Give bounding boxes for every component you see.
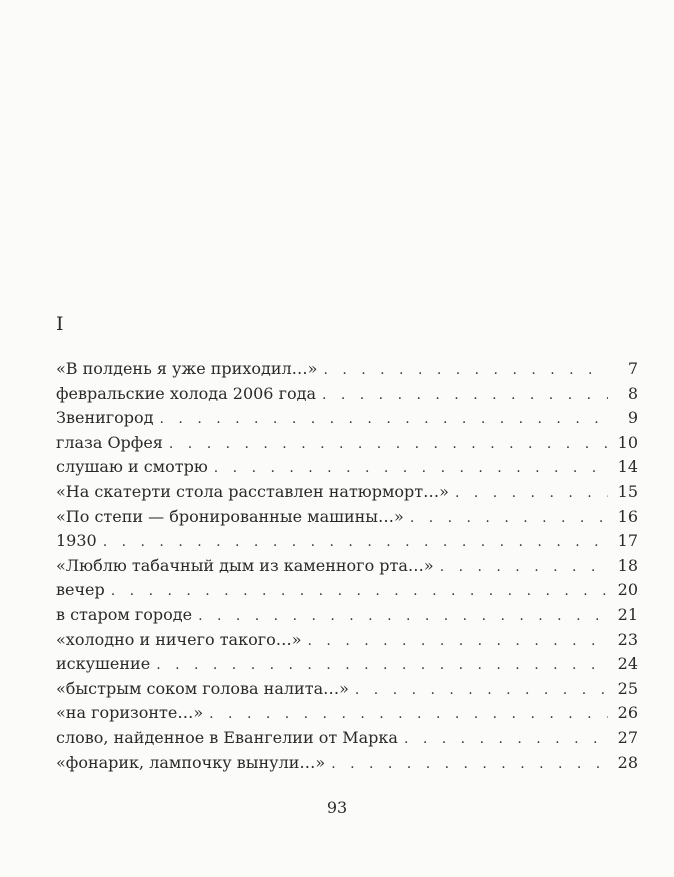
toc-entry-title: вечер: [56, 580, 105, 600]
toc-entry-title: «быстрым соком голова налита…»: [56, 678, 349, 698]
toc-entry-title: в старом городе: [56, 604, 193, 624]
toc-entry-title: «на горизонте…»: [56, 703, 204, 723]
toc-entry-page: 24: [617, 654, 638, 674]
toc-entry-title: «На скатерти стола расставлен натюрморт…»: [56, 481, 449, 501]
toc-entry: [56, 455, 638, 480]
toc-entry-title: «холодно и ничего такого…»: [56, 629, 302, 649]
toc-entry-page: 15: [617, 481, 638, 501]
toc-dot-leader: [111, 579, 608, 604]
toc-entry-title: глаза Орфея: [56, 432, 163, 452]
toc-entry-title: «Люблю табачный дым из каменного рта…»: [56, 555, 434, 575]
toc-entry: [56, 603, 638, 628]
toc-dot-leader: [455, 481, 608, 506]
toc-entry: [56, 652, 638, 677]
toc-entry: [56, 751, 638, 776]
toc-entry-title: 1930: [56, 531, 97, 551]
toc-dot-leader: [160, 407, 608, 432]
toc-dot-leader: [308, 629, 608, 654]
toc-entry-title: «В полдень я уже приходил…»: [56, 359, 318, 378]
toc-dot-leader: [214, 456, 608, 481]
toc-dot-leader: [440, 555, 608, 580]
toc-entry-page: 23: [617, 629, 638, 649]
toc-entry-title: Звенигород: [56, 408, 154, 428]
toc-entry: [56, 677, 638, 702]
toc-entry-page: 16: [617, 506, 638, 526]
toc-entry: [56, 480, 638, 505]
toc-entry-title: «По степи — бронированные машины…»: [56, 506, 404, 526]
toc-entry-page: 18: [617, 555, 638, 575]
toc-entry-page: 17: [617, 531, 638, 551]
toc-dot-leader: [331, 752, 608, 777]
toc-entry-page: 28: [617, 752, 638, 772]
toc-entry-page: 14: [617, 457, 638, 477]
toc-entry: [56, 431, 638, 456]
toc-entry: [56, 505, 638, 530]
toc-dot-leader: [169, 432, 608, 457]
toc-entry-page: 7: [627, 359, 638, 378]
toc-entry: [56, 701, 638, 726]
toc-entry-page: 21: [617, 604, 638, 624]
toc-entry-title: искушение: [56, 654, 151, 674]
toc-entry: [56, 382, 638, 407]
page-number: 93: [326, 798, 348, 817]
table-of-contents: [56, 357, 638, 775]
toc-entry: [56, 406, 638, 431]
toc-entry: [56, 554, 638, 579]
toc-entry-page: 26: [617, 703, 638, 723]
toc-entry: [56, 529, 638, 554]
toc-entry-title: слушаю и смотрю: [56, 457, 208, 477]
toc-entry-title: слово, найденное в Евангелии от Марка: [56, 727, 398, 747]
toc-entry-page: 20: [617, 580, 638, 600]
toc-entry-page: 8: [627, 383, 638, 403]
toc-dot-leader: [322, 383, 608, 408]
toc-dot-leader: [355, 678, 608, 703]
toc-dot-leader: [198, 604, 608, 629]
toc-entry-page: 25: [617, 678, 638, 698]
toc-entry-page: 27: [617, 727, 638, 747]
toc-entry: [56, 726, 638, 751]
toc-dot-leader: [209, 702, 608, 727]
section-numeral: I: [56, 313, 64, 335]
toc-entry: [56, 628, 638, 653]
toc-dot-leader: [404, 727, 608, 752]
toc-dot-leader: [323, 358, 608, 383]
toc-entry-page: 10: [617, 432, 638, 452]
toc-entry: [56, 578, 638, 603]
toc-entry-page: 9: [627, 408, 638, 428]
toc-entry-title: февральские холода 2006 года: [56, 383, 316, 403]
toc-dot-leader: [103, 530, 608, 555]
toc-dot-leader: [156, 653, 608, 678]
toc-entry-title: «фонарик, лампочку вынули…»: [56, 752, 326, 772]
toc-entry: [56, 357, 638, 382]
toc-dot-leader: [410, 506, 608, 531]
